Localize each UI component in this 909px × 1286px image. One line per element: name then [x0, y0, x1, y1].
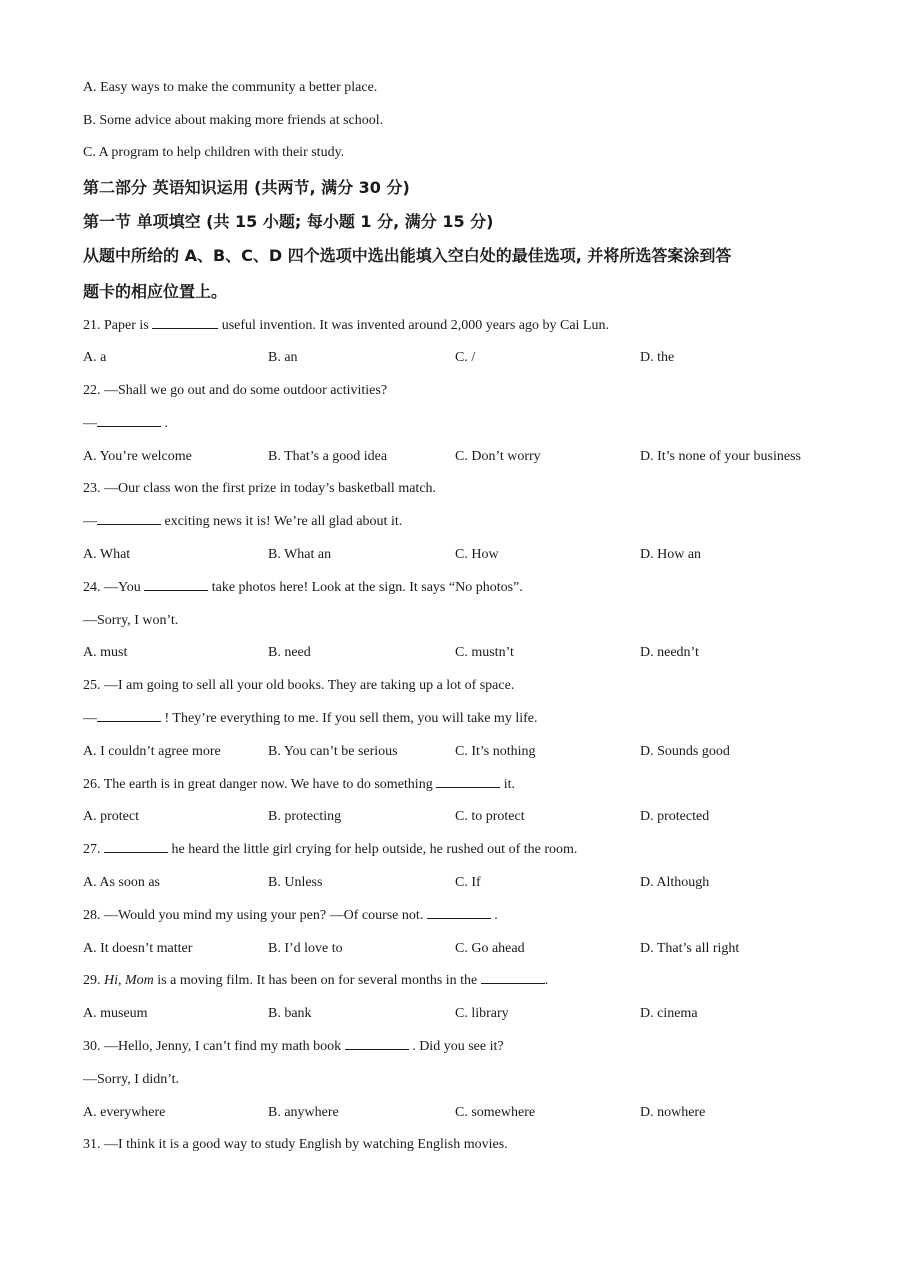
option-c: C. to protect — [455, 809, 525, 825]
option-a: A. a — [83, 350, 107, 366]
option-c: C. library — [455, 1006, 509, 1022]
answer-blank — [104, 838, 168, 853]
question-29-options — [83, 1001, 843, 1034]
option-d: D. That’s all right — [640, 940, 740, 956]
question-24-options — [83, 640, 843, 673]
option-c: C. It’s nothing — [455, 743, 536, 759]
option-d: D. Although — [640, 875, 710, 891]
option-c: C. mustn’t — [455, 645, 514, 661]
option-d: D. Sounds good — [640, 743, 730, 759]
question-30-options — [83, 1100, 843, 1133]
option-d: D. nowhere — [640, 1104, 706, 1120]
option-c: C. Don’t worry — [455, 448, 541, 464]
option-b: B. anywhere — [268, 1104, 339, 1120]
section-heading: 第一节 单项填空 (共 15 小题; 每小题 1 分, 满分 15 分) — [83, 211, 494, 231]
answer-blank — [481, 969, 545, 984]
option-d: D. needn’t — [640, 645, 699, 661]
option-b: B. protecting — [268, 809, 342, 825]
film-title: Hi, Mom — [104, 973, 154, 989]
intro-option-c: C. A program to help children with their study. — [83, 145, 345, 160]
option-b: B. Unless — [268, 875, 323, 891]
option-a: A. I couldn’t agree more — [83, 743, 221, 759]
question-21-options — [83, 345, 843, 378]
question-26: 26. The earth is in great danger now. We have to do something it. — [83, 772, 843, 805]
option-b: B. You can’t be serious — [268, 743, 398, 759]
exam-page — [83, 75, 843, 1165]
intro-option-a: A. Easy ways to make the community a better place. — [83, 80, 378, 95]
question-22-options — [83, 444, 843, 477]
question-27: 27. he heard the little girl crying for help outside, he rushed out of the room. — [83, 837, 843, 870]
option-a: A. protect — [83, 809, 139, 825]
option-a: A. You’re welcome — [83, 448, 192, 464]
answer-blank — [144, 576, 208, 591]
option-d: D. cinema — [640, 1006, 698, 1022]
option-b: B. That’s a good idea — [268, 448, 388, 464]
question-24-response: —Sorry, I won’t. — [83, 612, 179, 628]
instruction-line-2: 题卡的相应位置上。 — [83, 281, 228, 301]
question-22-response: — . — [83, 411, 843, 444]
question-23: 23. —Our class won the first prize in today’s basketball match. — [83, 481, 437, 497]
option-b: B. bank — [268, 1006, 312, 1022]
option-a: A. What — [83, 547, 131, 563]
option-c: C. How — [455, 547, 499, 563]
part-heading: 第二部分 英语知识运用 (共两节, 满分 30 分) — [83, 177, 410, 197]
option-b: B. need — [268, 645, 311, 661]
question-29: 29. Hi, Mom is a moving film. It has been on for several months in the . — [83, 968, 843, 1001]
question-25: 25. —I am going to sell all your old books. They are taking up a lot of space. — [83, 678, 515, 694]
question-31: 31. —I think it is a good way to study English by watching English movies. — [83, 1137, 508, 1153]
option-c: C. somewhere — [455, 1104, 536, 1120]
answer-blank — [427, 904, 491, 919]
question-25-options — [83, 739, 843, 772]
option-a: A. everywhere — [83, 1104, 166, 1120]
question-22: 22. —Shall we go out and do some outdoor activities? — [83, 383, 388, 399]
option-a: A. It doesn’t matter — [83, 940, 193, 956]
question-21: 21. Paper is useful invention. It was invented around 2,000 years ago by Cai Lun. — [83, 313, 843, 346]
instruction-line-1: 从题中所给的 A、B、C、D 四个选项中选出能填入空白处的最佳选项, 并将所选答案涂到答 — [83, 245, 732, 265]
question-23-options — [83, 542, 843, 575]
option-a: A. As soon as — [83, 875, 161, 891]
option-c: C. / — [455, 350, 476, 366]
intro-option-b: B. Some advice about making more friends at school. — [83, 112, 384, 128]
question-30-response: —Sorry, I didn’t. — [83, 1071, 180, 1087]
option-c: C. Go ahead — [455, 940, 525, 956]
question-28-options — [83, 936, 843, 969]
option-c: C. If — [455, 875, 481, 891]
question-27-options — [83, 870, 843, 903]
answer-blank — [345, 1035, 409, 1050]
option-d: D. protected — [640, 809, 710, 825]
option-b: B. an — [268, 350, 298, 366]
option-a: A. museum — [83, 1006, 148, 1022]
option-d: D. the — [640, 350, 675, 366]
answer-blank — [97, 707, 161, 722]
option-a: A. must — [83, 645, 128, 661]
answer-blank — [97, 412, 161, 427]
answer-blank — [436, 773, 500, 788]
question-30: 30. —Hello, Jenny, I can’t find my math book . Did you see it? — [83, 1034, 843, 1067]
question-24: 24. —You take photos here! Look at the sign. It says “No photos”. — [83, 575, 843, 608]
question-23-response: — exciting news it is! We’re all glad about it. — [83, 509, 843, 542]
option-d: D. How an — [640, 547, 702, 563]
answer-blank — [152, 314, 218, 329]
option-d: D. It’s none of your business — [640, 448, 801, 464]
option-b: B. I’d love to — [268, 940, 343, 956]
option-b: B. What an — [268, 547, 332, 563]
question-25-response: — ! They’re everything to me. If you sell them, you will take my life. — [83, 706, 843, 739]
answer-blank — [97, 510, 161, 525]
question-28: 28. —Would you mind my using your pen? —Of course not. . — [83, 903, 843, 936]
question-26-options — [83, 804, 843, 837]
